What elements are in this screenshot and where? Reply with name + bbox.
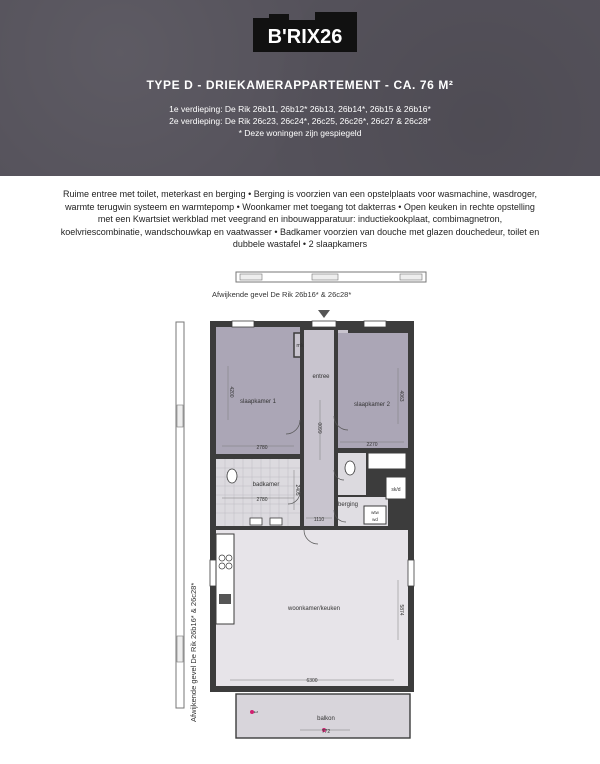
dim-badkamer-width: 2780: [256, 497, 268, 503]
logo-text: B'RIX26: [267, 26, 343, 48]
first-floor-units: 1e verdieping: De Rik 26b11, 26b12* 26b13, 26b14*, 26b15 & 26b16*: [169, 104, 431, 114]
badkamer-floor: [216, 459, 300, 526]
toilet-icon-2: [345, 461, 355, 475]
mirrored-note: * Deze woningen zijn gespiegeld: [238, 128, 362, 138]
entrance-arrow-icon: [318, 310, 330, 318]
room-label-entree: entree: [312, 374, 330, 380]
room-label-sk: sk/d: [391, 487, 401, 493]
room-label-slaapkamer1: slaapkamer 1: [239, 399, 277, 405]
kitchen-counter: [216, 534, 234, 624]
sink-kitchen-icon: [219, 594, 231, 604]
alternate-facade-top: [236, 272, 426, 282]
dim-badkamer-depth: 2405: [294, 484, 300, 496]
dim-balkon-width: 772: [321, 729, 331, 735]
dim-slaapkamer2-width: 2270: [366, 442, 378, 448]
toilet-icon: [227, 469, 237, 483]
dim-woonkamer-width: 6300: [306, 678, 318, 684]
room-label-woonkamer: woonkamer/keuken: [287, 606, 341, 612]
dim-woonkamer-depth: 5874: [398, 604, 404, 616]
room-label-wd: wd: [372, 517, 378, 522]
second-floor-units: 2e verdieping: De Rik 26c23, 26c24*, 26c25, 26c26*, 26c27 & 26c28*: [169, 116, 431, 126]
room-label-wtw: wtw: [371, 510, 379, 515]
room-label-balkon: balkon: [317, 716, 335, 722]
dim-hall-width: 1110: [313, 517, 325, 523]
facade-note-side: Afwijkende gevel De Rik 26b16* & 26c28*: [189, 582, 198, 722]
alternate-facade-side: [176, 322, 184, 708]
sink-icon-2: [270, 518, 282, 525]
room-label-berging: berging: [337, 502, 359, 508]
douche: [368, 453, 406, 469]
apartment-description: Ruime entree met toilet, meterkast en berging • Berging is voorzien van een opstelplaats voor wasmachine, wasdroger, warmte terugwin systeem en warmtepomp • Woonkamer met toegang tot dakterras • Open keuken in rechte opstelling met een Kwartsiet werkblad met veegrand en inbouwapparatuur: inductiekookplaat, combimagnetron, koelvriescombinatie, wandschouwkap en vaatwasser • Badkamer voorzien van douche met glazen douchedeur, toilet en dubbele wastafel • 2 slaapkamers: [60, 189, 540, 249]
dim-entree-depth: 6600: [318, 422, 324, 434]
room-label-slaapkamer2: slaapkamer 2: [353, 402, 391, 408]
facade-note-top: Afwijkende gevel De Rik 26b16* & 26c28*: [212, 290, 352, 299]
room-label-badkamer: badkamer: [252, 482, 280, 488]
apartment-type-title: TYPE D - DRIEKAMERAPPARTEMENT - CA. 76 M²: [146, 78, 454, 92]
sink-icon: [250, 518, 262, 525]
dim-balkon-depth: 1: [252, 710, 258, 714]
dim-slaapkamer1-depth: 4200: [228, 386, 234, 398]
slaapkamer2-floor: [338, 333, 408, 448]
dim-slaapkamer2-depth: 4063: [398, 390, 404, 402]
room-label-mk: mk: [296, 343, 304, 349]
dim-slaapkamer1-width: 2780: [256, 445, 268, 451]
